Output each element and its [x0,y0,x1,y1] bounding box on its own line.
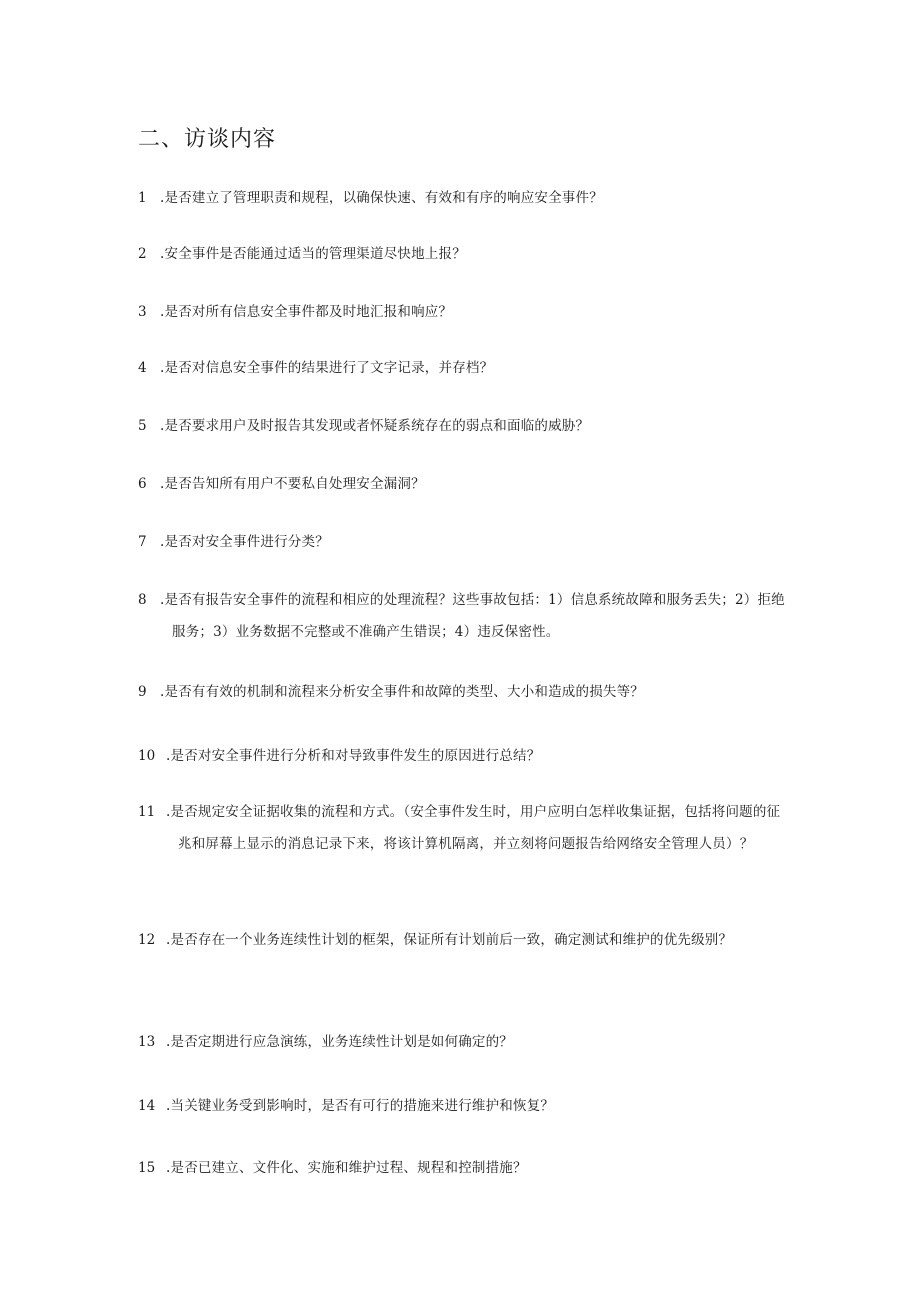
question-text: .安全事件是否能通过适当的管理渠道尽快地上报？ [160,246,466,262]
question-text: .是否对安全事件进行分类？ [160,534,329,550]
question-number: 12 [138,932,156,948]
question-number: 3 [138,304,147,320]
question-text: .是否规定安全证据收集的流程和方式。（安全事件发生时，用户应明白怎样收集证据，包括将问题的征兆和屏幕上显示的消息记录下来，将该计算机隔离，并立刻将问题报告给网络安全管理人员）？ [166,804,781,852]
question-number: 6 [138,476,147,492]
question-text: .是否对所有信息安全事件都及时地汇报和响应？ [160,304,453,320]
question-item [138,1152,788,1184]
question-text: .是否有报告安全事件的流程和相应的处理流程？这些事故包括：1）信息系统故障和服务丢失；2）拒绝服务；3）业务数据不完整或不准确产生错误；4）违反保密性。 [160,592,785,640]
question-number: 2 [138,246,147,262]
question-item [138,584,788,648]
question-item [138,796,788,860]
question-number: 11 [138,804,156,820]
question-text: .是否对信息安全事件的结果进行了文字记录，并存档？ [160,360,494,376]
question-item [138,182,788,214]
question-text: .是否定期进行应急演练，业务连续性计划是如何确定的？ [166,1034,513,1050]
question-text: .是否要求用户及时报告其发现或者怀疑系统存在的弱点和面临的威胁？ [160,418,590,434]
question-text: .是否存在一个业务连续性计划的框架，保证所有计划前后一致，确定测试和维护的优先级别？ [166,932,733,948]
question-number: 14 [138,1098,156,1114]
question-number: 10 [138,748,156,764]
question-text: .是否建立了管理职责和规程，以确保快速、有效和有序的响应安全事件？ [160,190,603,206]
question-text: .是否告知所有用户不要私自处理安全漏洞？ [160,476,425,492]
question-number: 9 [138,684,147,700]
question-item [138,1090,788,1122]
question-number: 13 [138,1034,156,1050]
question-item [138,1026,788,1058]
question-number: 7 [138,534,147,550]
question-item [138,296,788,328]
question-item [138,526,788,558]
question-number: 4 [138,360,147,376]
question-number: 8 [138,592,147,608]
question-number: 5 [138,418,147,434]
question-text: .是否对安全事件进行分析和对导致事件发生的原因进行总结？ [166,748,541,764]
question-text: .是否有有效的机制和流程来分析安全事件和故障的类型、大小和造成的损失等？ [160,684,644,700]
question-item [138,238,788,270]
question-text: .是否已建立、文件化、实施和维护过程、规程和控制措施？ [166,1160,527,1176]
question-item [138,352,788,384]
question-item [138,468,788,500]
question-item [138,924,788,956]
question-item [138,410,788,442]
question-item [138,740,788,772]
question-number: 1 [138,190,147,206]
question-number: 15 [138,1160,156,1176]
question-item [138,676,788,708]
section-title: 二、访谈内容 [138,127,277,152]
question-text: .当关键业务受到影响时，是否有可行的措施来进行维护和恢复？ [166,1098,555,1114]
